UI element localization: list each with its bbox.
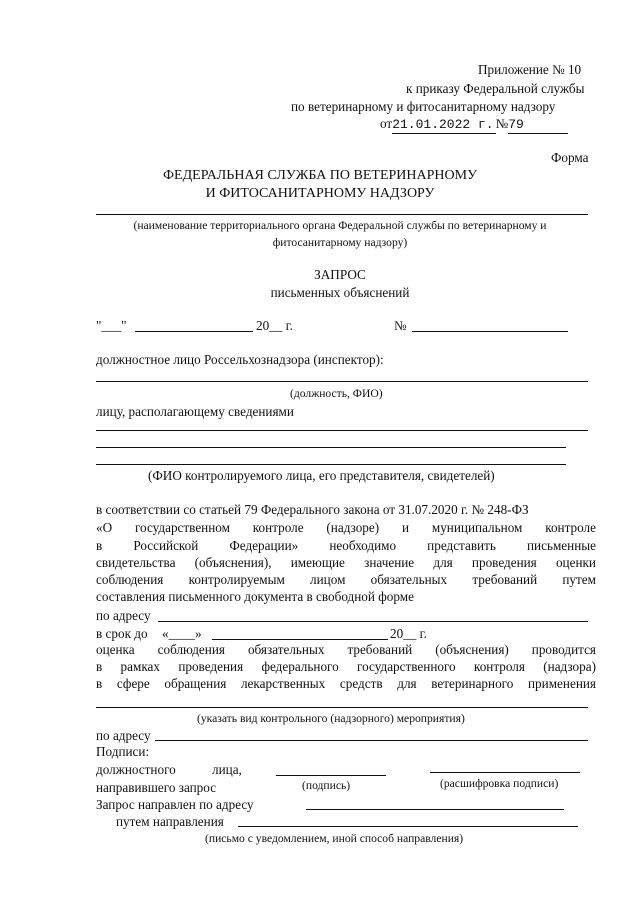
- service-name: по ветеринарному и фитосанитарному надзору: [291, 99, 556, 114]
- assessment-line-3: в сфере обращения лекарственных средств для ветеринарного применения: [96, 676, 596, 691]
- agency-line-1: ФЕДЕРАЛЬНАЯ СЛУЖБА ПО ВЕТЕРИНАРНОМУ: [162, 168, 477, 183]
- method-line: [238, 826, 578, 827]
- request-number-line: [412, 331, 568, 332]
- assessment-line-1: оценка соблюдения обязательных требований (объяснения) проводится: [96, 642, 596, 657]
- body-line-1: в соответствии со статьей 79 Федерального закона от 31.07.2020 г. № 248-ФЗ: [96, 502, 529, 517]
- address-line-2: [155, 740, 588, 741]
- measure-line: [96, 707, 588, 708]
- order-date-row: [380, 116, 568, 134]
- official-label: должностное лицо Россельхознадзора (инспектор):: [96, 352, 384, 367]
- appendix-number: Приложение № 10: [478, 62, 582, 77]
- person-hint: (ФИО контролируемого лица, его представителя, свидетелей): [148, 468, 495, 483]
- agency-hint-1: (наименование территориального органа Федеральной службы по ветеринарному и: [133, 219, 547, 232]
- page-subtitle: письменных объяснений: [270, 285, 410, 300]
- decode-hint: (расшифровка подписи): [440, 777, 559, 790]
- from-prefix: от: [380, 116, 393, 131]
- official-line: [96, 381, 588, 382]
- person-line-3: [96, 464, 566, 465]
- official-sign-label-b: лица,: [212, 762, 242, 777]
- agency-hint-2: фитосанитарному надзору): [272, 236, 408, 249]
- deadline-year: 20__ г.: [390, 626, 427, 641]
- deadline-day: «____»: [162, 626, 202, 641]
- date-month-line: [135, 331, 253, 332]
- date-year: 20__ г.: [256, 318, 293, 333]
- sent-label: Запрос направлен по адресу: [96, 797, 254, 812]
- num-prefix: №: [495, 116, 509, 131]
- signatures-label: Подписи:: [96, 744, 150, 759]
- body-line-2: «О государственном контроле (надзоре) и муниципальном контроле: [96, 520, 596, 535]
- order-date: 21.01.2022 г.: [392, 117, 494, 132]
- signature-hint: (подпись): [302, 779, 351, 792]
- measure-hint: (указать вид контрольного (надзорного) мероприятия): [197, 712, 465, 725]
- official-sign-label-2: направившего запрос: [96, 780, 217, 795]
- deadline-month-line: [212, 639, 388, 640]
- person-line-2: [96, 447, 566, 448]
- form-label: Форма: [551, 150, 589, 165]
- agency-blank-line: [96, 214, 588, 215]
- decode-line: [430, 772, 580, 773]
- order-reference: к приказу Федеральной службы: [406, 81, 585, 96]
- method-label: путем направления: [116, 814, 224, 829]
- date-quote: "___": [96, 318, 127, 333]
- agency-line-2: И ФИТОСАНИТАРНОМУ НАДЗОРУ: [205, 186, 435, 201]
- request-number-label: №: [394, 318, 407, 333]
- body-line-6: составления письменного документа в свободной форме: [96, 589, 414, 604]
- address-line: [158, 621, 588, 622]
- body-line-5: соблюдения контролируемым лицом обязательных требований путем: [96, 572, 596, 587]
- address-label: по адресу: [96, 608, 151, 623]
- person-label: лицу, располагающему сведениями: [96, 404, 294, 419]
- method-hint: (письмо с уведомлением, иной способ направления): [205, 832, 464, 845]
- order-number: 79: [508, 117, 568, 134]
- address-label-2: по адресу: [96, 728, 151, 743]
- sent-address-line: [306, 809, 564, 810]
- deadline-label: в срок до: [96, 626, 148, 641]
- page-title: ЗАПРОС: [314, 267, 366, 282]
- official-sign-label-a: должностного: [96, 762, 176, 777]
- body-line-4: свидетельства (объяснения), имеющие значение для проведения оценки: [96, 555, 596, 570]
- official-hint: (должность, ФИО): [290, 387, 383, 400]
- body-line-3: в Российской Федерации» необходимо представить письменные: [96, 538, 596, 553]
- person-line-1: [96, 430, 588, 431]
- signature-line: [276, 775, 386, 776]
- assessment-line-2: в рамках проведения федерального государственного контроля (надзора): [96, 659, 596, 674]
